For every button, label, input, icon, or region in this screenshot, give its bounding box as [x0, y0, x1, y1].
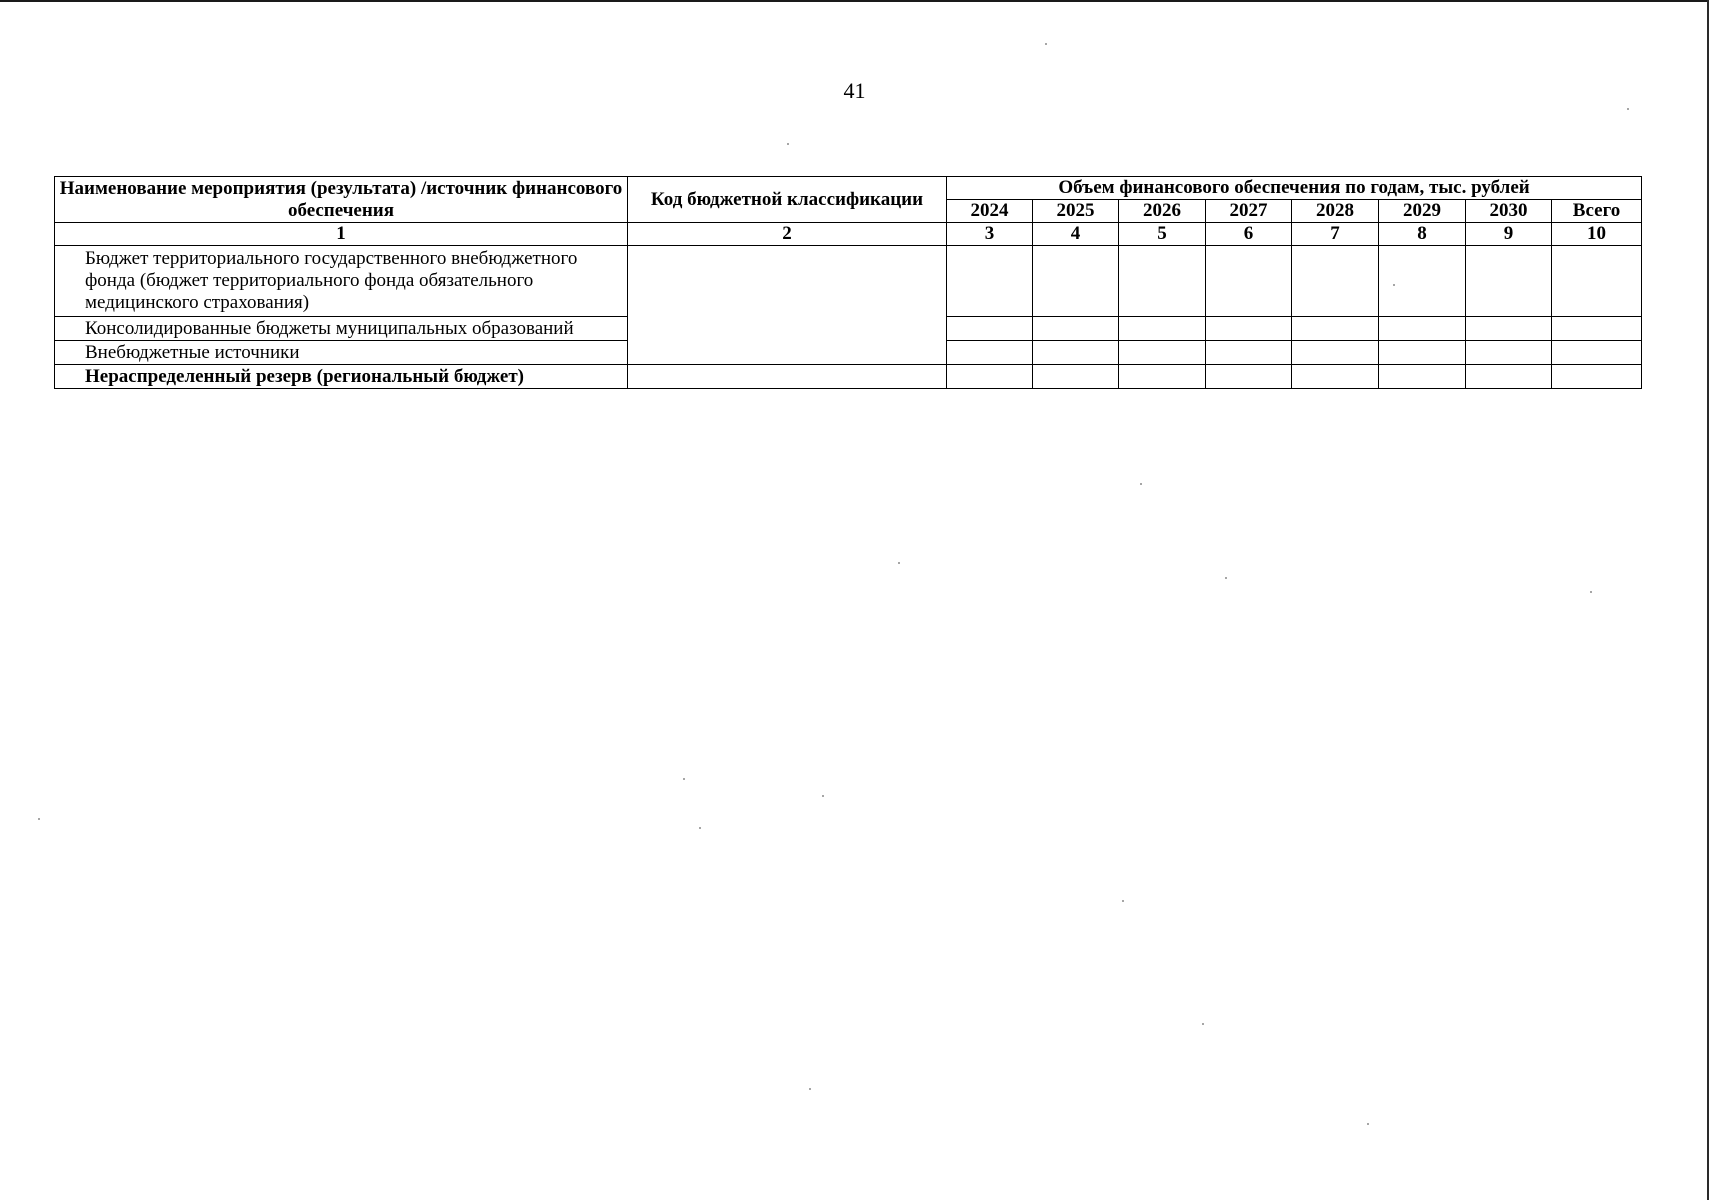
scan-speck [683, 778, 685, 780]
value-cell [1206, 317, 1292, 341]
column-number: 7 [1292, 223, 1379, 246]
value-cell [1033, 246, 1119, 317]
column-number: 3 [947, 223, 1033, 246]
value-cell [1379, 365, 1466, 389]
header-volume-column: Объем финансового обеспечения по годам, тыс. рублей [947, 177, 1642, 200]
column-number: 6 [1206, 223, 1292, 246]
column-number: 5 [1119, 223, 1206, 246]
value-cell [1119, 365, 1206, 389]
value-cell [947, 317, 1033, 341]
header-row-1 [55, 177, 1642, 200]
scan-speck [1367, 1123, 1369, 1125]
scan-speck [787, 143, 789, 145]
value-cell [1206, 246, 1292, 317]
header-year-2026: 2026 [1119, 200, 1206, 223]
table-row [55, 365, 1642, 389]
value-cell [1033, 365, 1119, 389]
row-name-extrabudgetary: Внебюджетные источники [55, 341, 628, 365]
scan-speck [1627, 108, 1629, 110]
row-code-cell [628, 365, 947, 389]
value-cell [1033, 341, 1119, 365]
column-number: 1 [55, 223, 628, 246]
scan-speck [1202, 1023, 1204, 1025]
column-number: 4 [1033, 223, 1119, 246]
value-cell [1033, 317, 1119, 341]
column-number: 10 [1552, 223, 1642, 246]
scan-speck [1225, 577, 1227, 579]
value-cell [1292, 365, 1379, 389]
header-year-2029: 2029 [1379, 200, 1466, 223]
value-cell [1119, 317, 1206, 341]
scan-speck [1045, 43, 1047, 45]
value-cell [1379, 246, 1466, 317]
value-cell [1552, 317, 1642, 341]
value-cell [1466, 317, 1552, 341]
column-number: 9 [1466, 223, 1552, 246]
header-year-2027: 2027 [1206, 200, 1292, 223]
financing-table [54, 176, 1642, 389]
value-cell [1292, 246, 1379, 317]
scan-speck [898, 562, 900, 564]
header-name-column: Наименование мероприятия (результата) /источник финансового обеспечения [55, 177, 628, 223]
scan-speck [1122, 900, 1124, 902]
column-number: 2 [628, 223, 947, 246]
column-number-row [55, 223, 1642, 246]
scan-speck [809, 1088, 811, 1090]
header-year-2030: 2030 [1466, 200, 1552, 223]
value-cell [1206, 341, 1292, 365]
header-code-column: Код бюджетной классификации [628, 177, 947, 223]
value-cell [1206, 365, 1292, 389]
row-name-territorial-fund: Бюджет территориального государственного внебюджетного фонда (бюджет территориального фонда обязательного медицинского страхования) [55, 246, 628, 317]
scan-speck [1140, 483, 1142, 485]
scan-speck [1590, 591, 1592, 593]
value-cell [1466, 341, 1552, 365]
value-cell [1292, 317, 1379, 341]
header-year-2024: 2024 [947, 200, 1033, 223]
value-cell [1119, 246, 1206, 317]
value-cell [1119, 341, 1206, 365]
value-cell [1379, 317, 1466, 341]
value-cell [1552, 365, 1642, 389]
page-number [0, 78, 1709, 104]
value-cell [1466, 246, 1552, 317]
header-total: Всего [1552, 200, 1642, 223]
value-cell [1379, 341, 1466, 365]
scan-speck [1393, 284, 1395, 286]
row-name-unallocated-reserve: Нераспределенный резерв (региональный бюджет) [55, 365, 628, 389]
value-cell [1292, 341, 1379, 365]
value-cell [947, 365, 1033, 389]
scan-speck [38, 818, 40, 820]
scan-speck [822, 795, 824, 797]
value-cell [947, 246, 1033, 317]
row-code-cell [628, 246, 947, 365]
value-cell [1552, 341, 1642, 365]
table-row [55, 246, 1642, 317]
row-name-municipal-budgets: Консолидированные бюджеты муниципальных образований [55, 317, 628, 341]
value-cell [947, 341, 1033, 365]
header-year-2028: 2028 [1292, 200, 1379, 223]
column-number: 8 [1379, 223, 1466, 246]
value-cell [1466, 365, 1552, 389]
header-year-2025: 2025 [1033, 200, 1119, 223]
scan-speck [699, 827, 701, 829]
value-cell [1552, 246, 1642, 317]
scan-edge-top [0, 0, 1709, 2]
page-number-text: 41 [843, 78, 866, 103]
